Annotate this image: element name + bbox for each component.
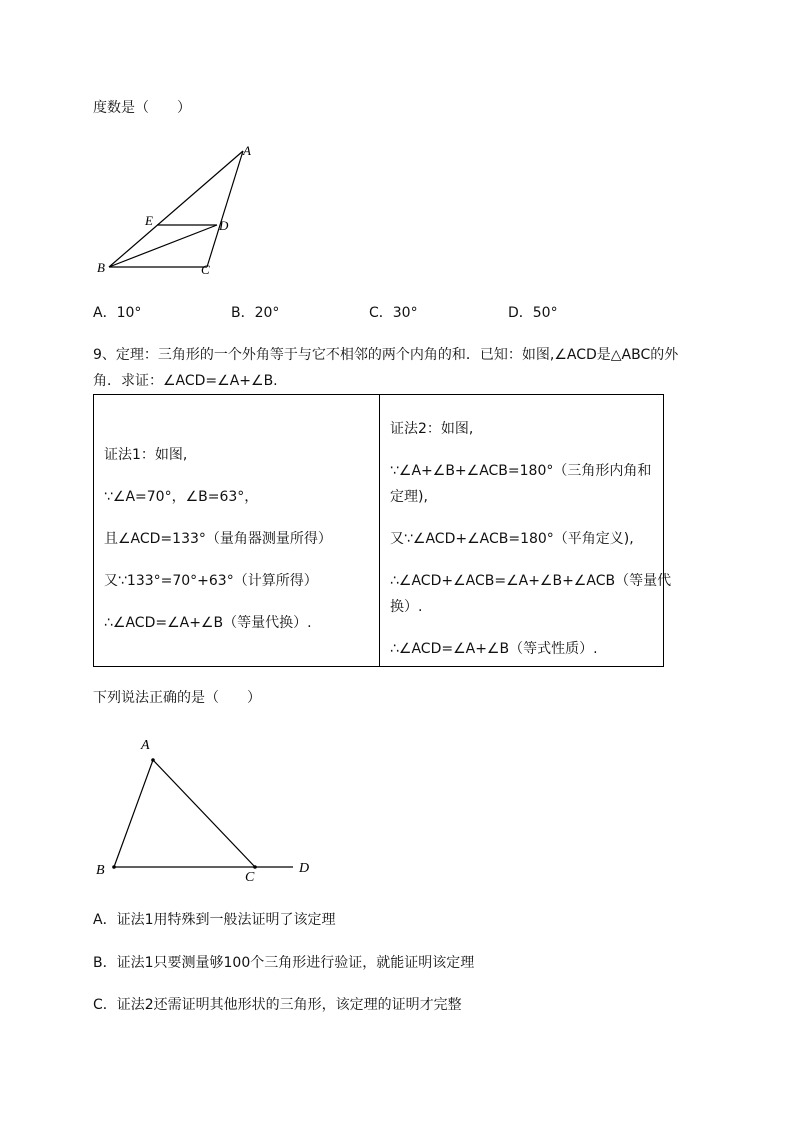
label-A: A xyxy=(141,738,150,753)
q8-option-c[interactable]: C．30° xyxy=(369,305,418,321)
proof2-line: 又∵∠ACD+∠ACB=180°（平角定义), xyxy=(390,531,634,547)
proof1-line: ∵∠A=70°，∠B=63°， xyxy=(104,489,259,505)
q8-stem-tail: 度数是（ ） xyxy=(93,100,191,116)
label-D: D xyxy=(299,861,310,876)
q8-figure xyxy=(90,140,270,280)
q9-figure xyxy=(90,730,330,890)
proof1-line: 证法1：如图, xyxy=(104,447,188,463)
proof1-cell xyxy=(94,395,380,667)
segment-AC xyxy=(153,760,255,867)
segment-BD xyxy=(109,225,217,267)
proof2-line: 证法2：如图, xyxy=(390,421,474,437)
segment-BA xyxy=(109,151,243,267)
q8-option-a[interactable]: A．10° xyxy=(93,305,142,321)
q9-stem-line1: 9、定理：三角形的一个外角等于与它不相邻的两个内角的和．已知：如图,∠ACD是△ABC的外 xyxy=(93,347,679,363)
label-C: C xyxy=(245,870,255,885)
proof2-line: 定理), xyxy=(390,489,428,505)
segment-BA xyxy=(114,760,153,867)
q9-question: 下列说法正确的是（ ） xyxy=(93,690,261,706)
proof2-line: ∵∠A+∠B+∠ACB=180°（三角形内角和 xyxy=(390,463,652,479)
proof2-line: 换）. xyxy=(390,599,423,615)
q9-option-b[interactable]: B．证法1只要测量够100个三角形进行验证，就能证明该定理 xyxy=(93,955,475,971)
point-A xyxy=(151,758,155,762)
proof-table xyxy=(93,394,672,667)
q9-option-a[interactable]: A．证法1用特殊到一般法证明了该定理 xyxy=(93,912,336,928)
label-C: C xyxy=(201,262,210,277)
label-A: A xyxy=(243,143,251,158)
proof1-line: 且∠ACD=133°（量角器测量所得） xyxy=(104,531,332,547)
label-D: D xyxy=(219,218,229,233)
q9-option-c[interactable]: C．证法2还需证明其他形状的三角形，该定理的证明才完整 xyxy=(93,997,462,1013)
proof1-line: ∴∠ACD=∠A+∠B（等量代换）. xyxy=(104,615,312,631)
proof2-line: ∴∠ACD=∠A+∠B（等式性质）. xyxy=(390,641,598,657)
point-C xyxy=(253,865,257,869)
proof2-cell xyxy=(380,395,672,667)
segment-AC xyxy=(207,151,243,267)
proof1-line: 又∵133°=70°+63°（计算所得） xyxy=(104,573,318,589)
proof2-line: ∴∠ACD+∠ACB=∠A+∠B+∠ACB（等量代 xyxy=(390,573,672,589)
q9-stem-line2: 角．求证：∠ACD=∠A+∠B. xyxy=(93,373,278,389)
label-E: E xyxy=(145,213,153,228)
label-B: B xyxy=(96,863,105,878)
q8-option-d[interactable]: D．50° xyxy=(508,305,558,321)
point-B xyxy=(112,865,116,869)
q8-option-b[interactable]: B．20° xyxy=(231,305,280,321)
label-B: B xyxy=(97,260,105,275)
